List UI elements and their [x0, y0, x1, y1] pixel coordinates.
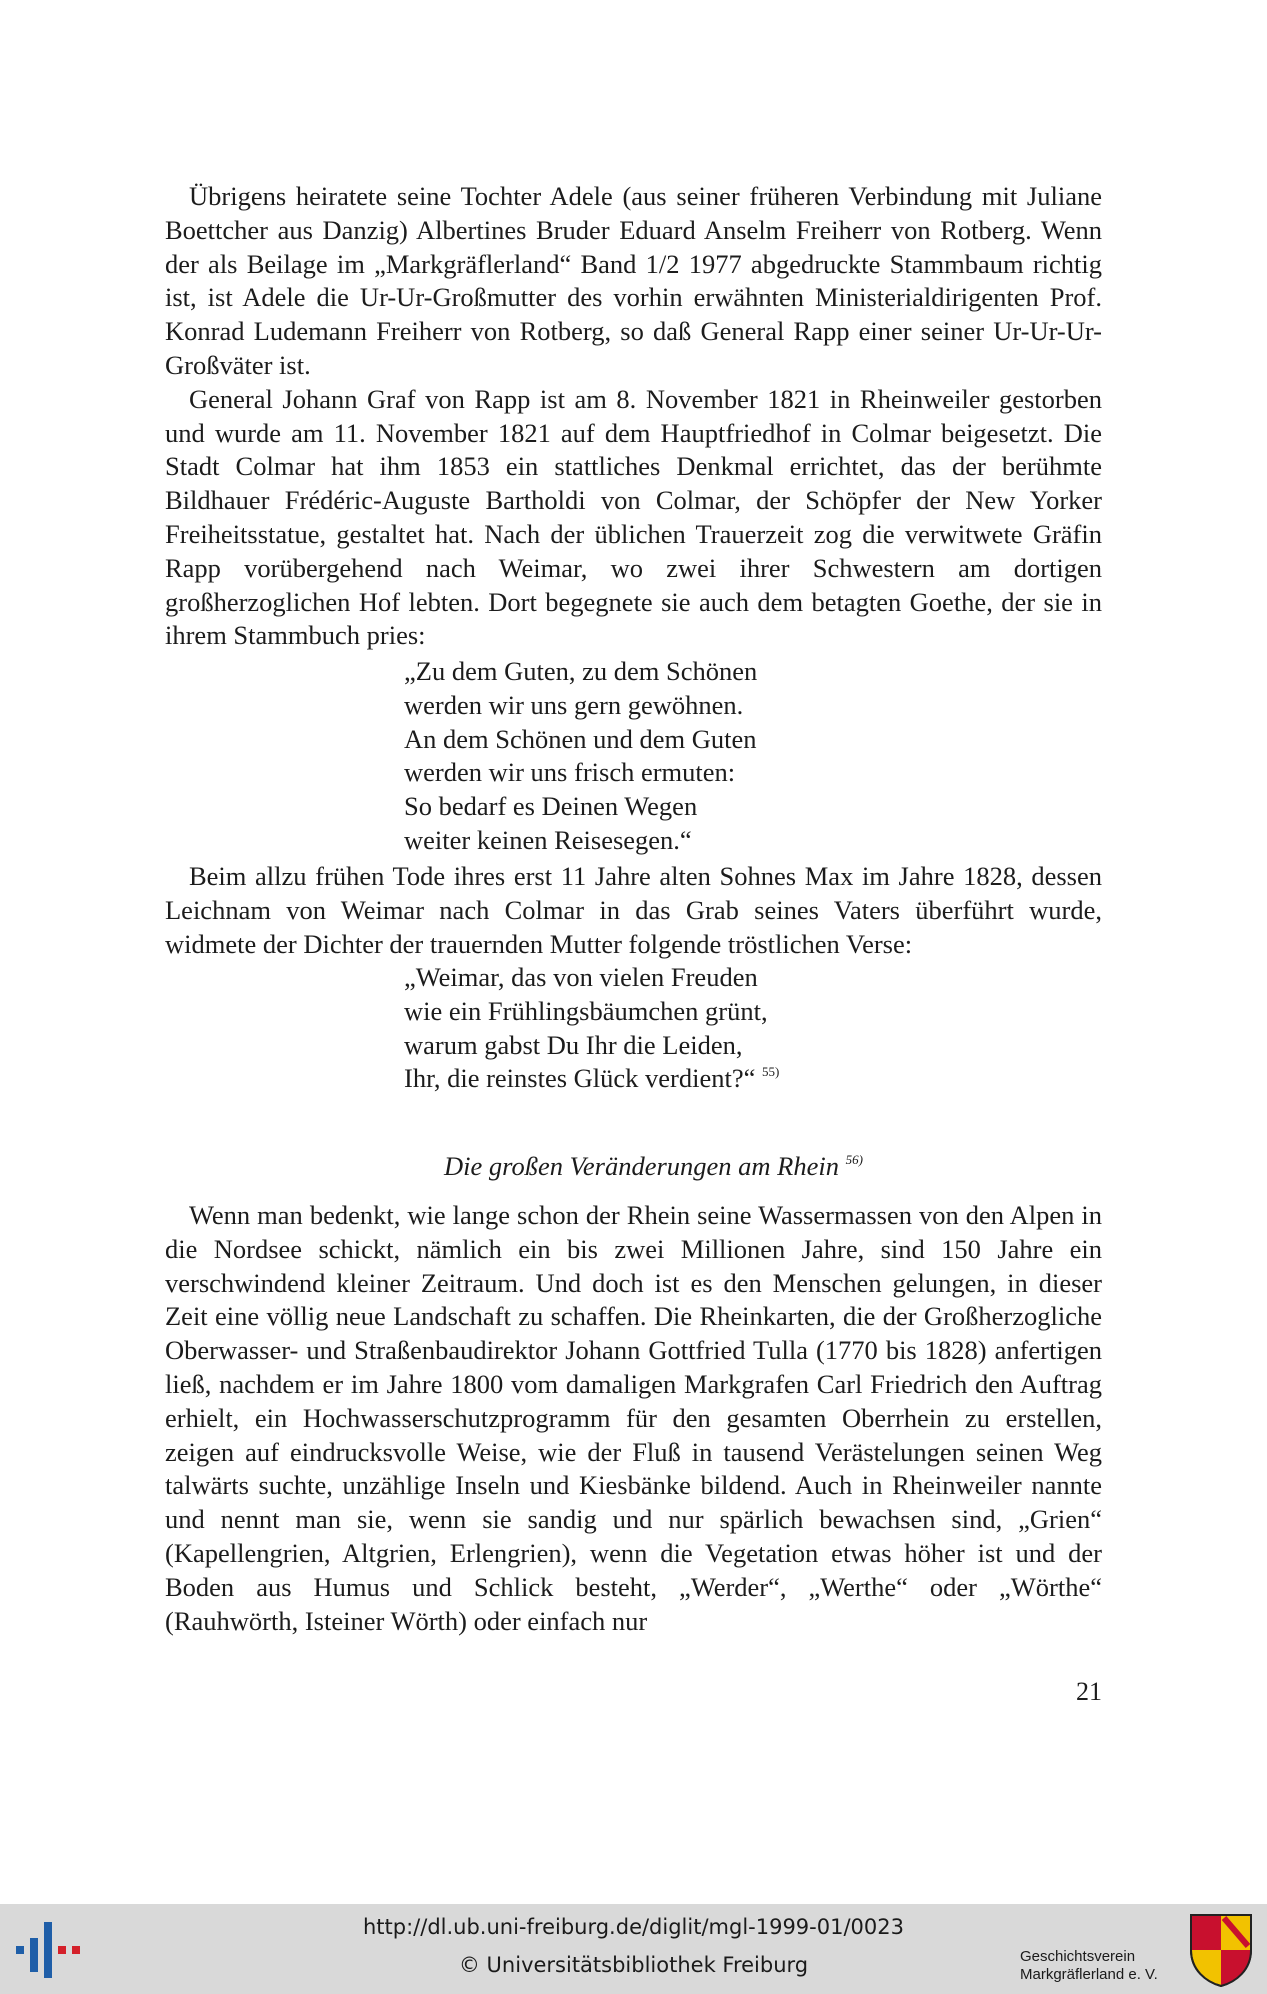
society-name-line2: Markgräflerland e. V. — [1020, 1966, 1158, 1983]
paragraph-general-rapp: General Johann Graf von Rapp ist am 8. November 1821 in Rheinweiler gestorben und wurde am 11. November 1821 auf dem Hauptfriedhof in Colmar beigesetzt. Die Stadt Colmar hat ihm 1853 ein stattliches Denkmal errichtet, das der berühmte Bildhauer Frédéric-Auguste Bartholdi von Colmar, der Schöpfer der New Yorker Freiheitsstatue, gestaltet hat. Nach der üblichen Trauerzeit zog die verwitwete Gräfin Rapp vorübergehend nach Weimar, wo zwei ihrer Schwestern am dortigen großherzoglichen Hof lebten. Dort begegnete sie auch dem betagten Goethe, der sie in ihrem Stammbuch pries: — [165, 383, 1102, 651]
society-crest-icon — [1188, 1912, 1254, 1988]
paragraph-rhine: Wenn man bedenkt, wie lange schon der Rhein seine Wassermassen von den Alpen in die Nordsee schickt, nämlich ein bis zwei Millionen Jahre, sind 150 Jahre ein verschwindend kleiner Zeitraum. Und doch ist es den Menschen gelungen, in dieser Zeit eine völlig neue Landschaft zu schaffen. Die Rheinkarten, die der Großherzogliche Oberwasser- und Straßenbaudirektor Johann Gottfried Tulla (1770 bis 1828) anfertigen ließ, nachdem er im Jahre 1800 vom damaligen Markgrafen Carl Friedrich den Auftrag erhielt, ein Hochwasserschutzprogramm für den gesamten Oberrhein zu erstellen, zeigen auf eindrucksvolle Weise, wie der Fluß in tausend Verästelungen seinen Weg talwärts suchte, unzählige Inseln und Kiesbänke bildend. Auch in Rheinweiler nannte und nennt man sie, wenn sie sandig und nur spärlich bewachsen sind, „Grien“ (Kapellengrien, Altgrien, Erlengrien), wenn die Vegetation etwas höher ist und der Boden aus Humus und Schlick besteht, „Werder“, „Werthe“ oder „Wörthe“ (Rauhwörth, Isteiner Wörth) oder einfach nur — [165, 1200, 1102, 1636]
poem-line: werden wir uns frisch ermuten: — [404, 757, 736, 788]
poem-line: „Weimar, das von vielen Freuden — [404, 962, 758, 992]
goethe-poem-2 — [404, 961, 1004, 1096]
text-block-lower — [165, 1199, 1102, 1638]
footnote-marker-56: 56) — [845, 1152, 863, 1167]
section-heading — [0, 1149, 1267, 1183]
poem-line: weiter keinen Reisesegen.“ — [404, 824, 692, 855]
society-name-line1: Geschichtsverein — [1020, 1948, 1136, 1965]
society-name — [1020, 1948, 1180, 1984]
poem-line: werden wir uns gern gewöhnen. — [404, 689, 744, 720]
document-url-link[interactable]: http://dl.ub.uni-freiburg.de/diglit/mgl-1999-01/0023 — [362, 1915, 904, 1939]
poem-line-text: Ihr, die reinstes Glück verdient?“ — [404, 1063, 756, 1094]
poem-line: An dem Schönen und dem Guten — [404, 723, 757, 754]
page-number: 21 — [1076, 1677, 1102, 1706]
footnote-marker-55: 55) — [762, 1064, 780, 1080]
heading-text: Die großen Veränderungen am Rhein — [444, 1151, 839, 1181]
text-block-middle — [165, 860, 1102, 961]
text-block-upper — [165, 180, 1102, 653]
poem-line: So bedarf es Deinen Wegen — [404, 791, 698, 822]
poem-line: wie ein Frühlingsbäumchen grünt, — [404, 995, 768, 1026]
goethe-poem-1 — [404, 655, 1004, 858]
poem-line: „Zu dem Guten, zu dem Schönen — [404, 656, 758, 686]
copyright-notice: © Universitätsbibliothek Freiburg — [458, 1953, 809, 1977]
viewer-footer — [0, 1904, 1267, 1994]
poem-line: warum gabst Du Ihr die Leiden, — [404, 1029, 743, 1060]
poem-line-last — [404, 1062, 1004, 1096]
paragraph-son-max: Beim allzu frühen Tode ihres erst 11 Jahre alten Sohnes Max im Jahre 1828, dessen Leichnam von Weimar nach Colmar in das Grab seines Vaters überführt wurde, widmete der Dichter der trauernden Mutter folgende tröstlichen Verse: — [165, 861, 1102, 959]
paragraph-adele: Übrigens heiratete seine Tochter Adele (aus seiner früheren Verbindung mit Juliane Boettcher aus Danzig) Albertines Bruder Eduard Anselm Freiherr von Rotberg. Wenn der als Beilage im „Markgräflerland“ Band 1/2 1977 abgedruckte Stammbaum richtig ist, ist Adele die Ur-Ur-Großmutter des vorhin erwähnten Ministerialdirigenten Prof. Konrad Ludemann Freiherr von Rotberg, so daß General Rapp einer seiner Ur-Ur-Ur-Großväter ist. — [165, 181, 1102, 380]
